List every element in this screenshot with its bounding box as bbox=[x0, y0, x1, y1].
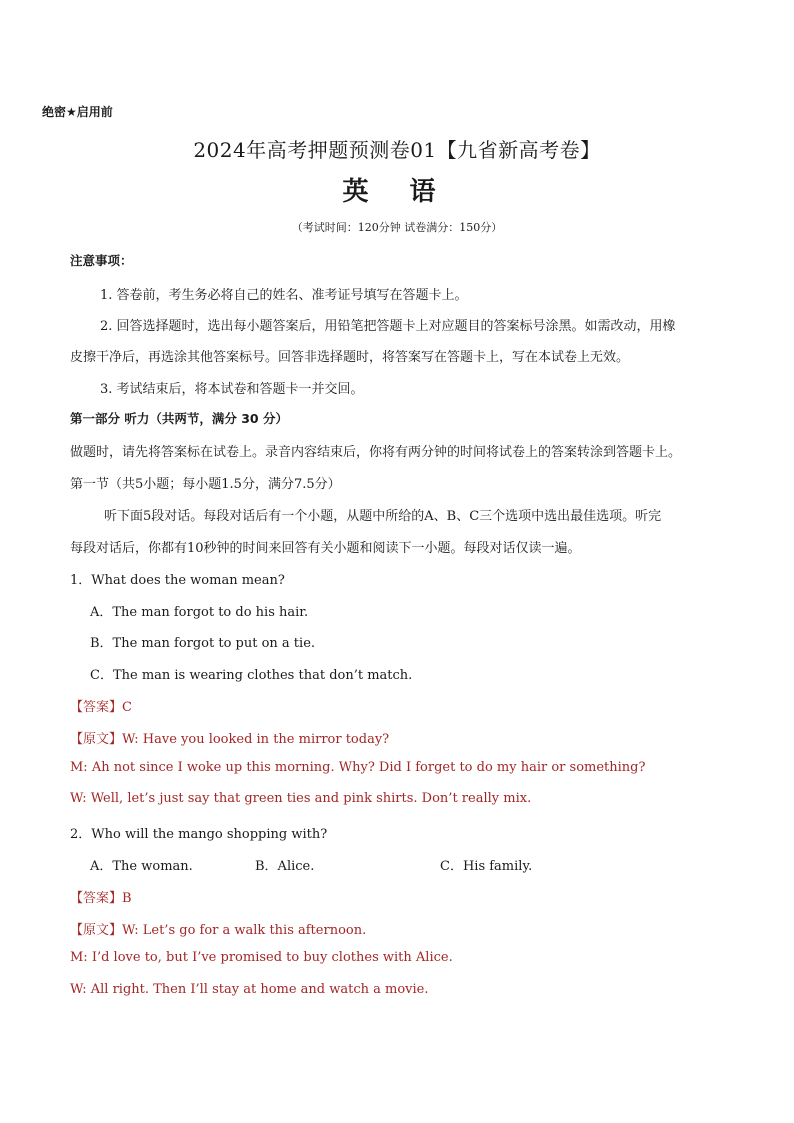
question-1-script-line1 bbox=[70, 728, 389, 747]
directions-line1: 听下面5段对话。每段对话后有一个小题，从题中所给的A、B、C三个选项中选出最佳选项。听完 bbox=[104, 509, 662, 524]
question-2-option-a: A．The woman. bbox=[90, 859, 193, 874]
script-tag: 【原文】 bbox=[70, 923, 123, 938]
script-text: W: Let’s go for a walk this afternoon. bbox=[122, 923, 367, 938]
exam-time-info: （考试时间：120分钟 试卷满分：150分） bbox=[291, 221, 503, 234]
question-1-stem: 1．What does the woman mean? bbox=[70, 573, 285, 588]
part1-instruction: 做题时，请先将答案标在试卷上。录音内容结束后，你将有两分钟的时间将试卷上的答案转涂到答题卡上。 bbox=[70, 445, 682, 460]
notice-item-2-line2: 皮擦干净后，再选涂其他答案标号。回答非选择题时，将答案写在答题卡上，写在本试卷上无效。 bbox=[70, 350, 630, 365]
script-tag: 【原文】 bbox=[70, 732, 123, 747]
subject-title: 英 语 bbox=[342, 177, 452, 207]
question-2-answer bbox=[70, 887, 132, 906]
notice-item-3: 3. 考试结束后，将本试卷和答题卡一并交回。 bbox=[100, 382, 364, 397]
part1-heading: 第一部分 听力（共两节，满分 30 分） bbox=[70, 411, 288, 426]
question-2-script-line1 bbox=[70, 919, 366, 938]
script-text: W: Have you looked in the mirror today? bbox=[122, 732, 390, 747]
question-2-script-line2: M: I’d love to, but I’ve promised to buy clothes with Alice. bbox=[70, 950, 453, 965]
question-1-option-c: C．The man is wearing clothes that don’t match. bbox=[90, 668, 413, 683]
question-1-option-b: B．The man forgot to put on a tie. bbox=[90, 636, 316, 651]
question-2-option-c: C．His family. bbox=[440, 859, 533, 874]
question-2-script-line3: W: All right. Then I’ll stay at home and watch a movie. bbox=[70, 982, 429, 997]
answer-value: B bbox=[122, 891, 132, 906]
answer-tag: 【答案】 bbox=[70, 700, 123, 715]
notice-item-2-line1: 2. 回答选择题时，选出每小题答案后，用铅笔把答题卡上对应题目的答案标号涂黑。如需改动，用橡 bbox=[100, 319, 676, 334]
answer-tag: 【答案】 bbox=[70, 891, 123, 906]
question-1-script-line2: M: Ah not since I woke up this morning. Why? Did I forget to do my hair or something? bbox=[70, 760, 646, 775]
notice-heading: 注意事项： bbox=[70, 253, 133, 268]
question-1-script-line3: W: Well, let’s just say that green ties and pink shirts. Don’t really mix. bbox=[70, 791, 532, 806]
question-1-option-a: A．The man forgot to do his hair. bbox=[90, 605, 309, 620]
question-2-stem: 2．Who will the mango shopping with? bbox=[70, 827, 328, 842]
secret-label: 绝密★启用前 bbox=[42, 105, 113, 119]
question-1-answer bbox=[70, 696, 132, 715]
notice-item-1: 1. 答卷前，考生务必将自己的姓名、准考证号填写在答题卡上。 bbox=[100, 288, 468, 303]
section1-heading: 第一节（共5小题；每小题1.5分，满分7.5分） bbox=[70, 477, 341, 492]
directions-line2: 每段对话后，你都有10秒钟的时间来回答有关小题和阅读下一小题。每段对话仅读一遍。 bbox=[70, 541, 581, 556]
question-2-option-b: B．Alice. bbox=[255, 859, 315, 874]
page-title: 2024年高考押题预测卷01【九省新高考卷】 bbox=[193, 138, 601, 162]
answer-value: C bbox=[122, 700, 132, 715]
